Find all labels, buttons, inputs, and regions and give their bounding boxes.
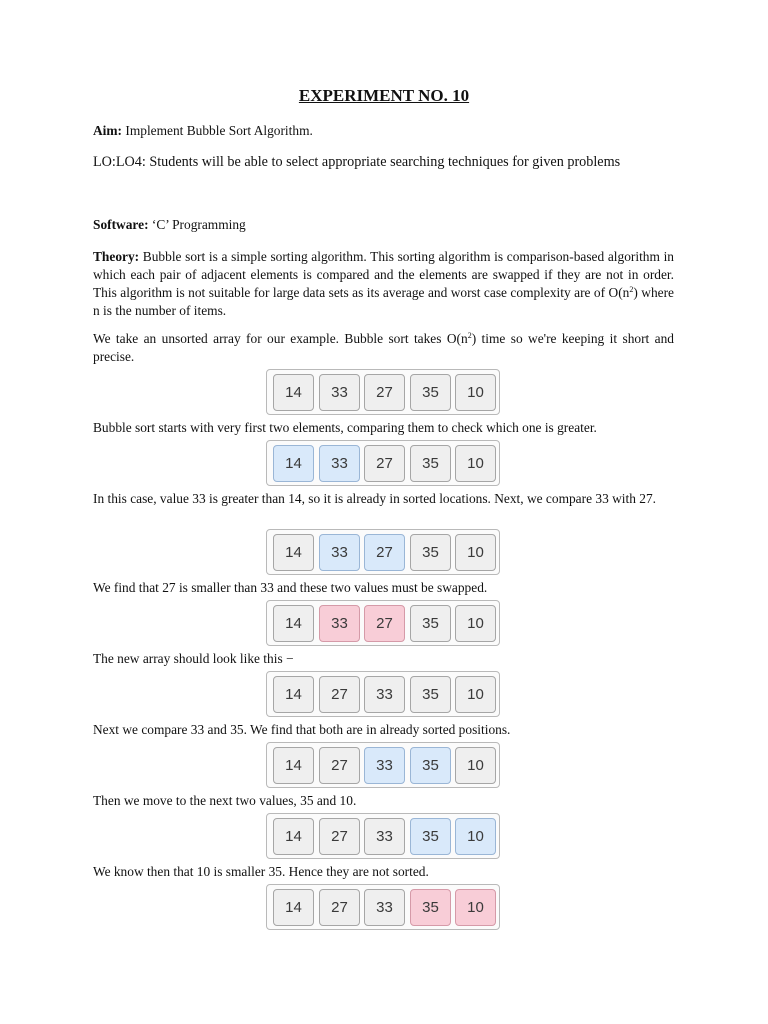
array-cell: 33 xyxy=(319,605,360,642)
step-caption: The new array should look like this − xyxy=(93,651,294,666)
array-cell: 27 xyxy=(319,747,360,784)
theory-text-a: Bubble sort is a simple sorting algorithm. This sorting algorithm is comparison-based algorithm in which each pair of adjacent elements is compared and the elements are swapped if they are not in order. This algorithm is not suitable for large data sets as its average and worst case complexity are of O(n xyxy=(93,249,674,300)
theory-paragraph xyxy=(93,248,674,320)
array-diagram xyxy=(266,440,500,486)
array-cell: 14 xyxy=(273,374,314,411)
array-cell: 27 xyxy=(364,605,405,642)
array-cell: 27 xyxy=(364,445,405,482)
array-cell: 27 xyxy=(319,818,360,855)
intro-exponent: 2 xyxy=(467,331,472,340)
array-cell: 14 xyxy=(273,889,314,926)
array-diagram xyxy=(266,369,500,415)
intro-paragraph xyxy=(93,330,674,366)
array-cell: 33 xyxy=(319,534,360,571)
theory-label: Theory: xyxy=(93,249,140,264)
page-title: EXPERIMENT NO. 10 xyxy=(298,86,470,105)
array-diagram xyxy=(266,671,500,717)
array-cell: 35 xyxy=(410,676,451,713)
step-caption: Bubble sort starts with very first two elements, comparing them to check which one is greater. xyxy=(93,420,597,435)
array-cell: 10 xyxy=(455,889,496,926)
array-cell: 10 xyxy=(455,534,496,571)
step-caption: Then we move to the next two values, 35 and 10. xyxy=(93,793,357,808)
software-line xyxy=(93,216,674,234)
array-cell: 10 xyxy=(455,676,496,713)
array-cell: 14 xyxy=(273,818,314,855)
array-cell: 35 xyxy=(410,747,451,784)
array-cell: 14 xyxy=(273,747,314,784)
aim-label: Aim: xyxy=(93,123,123,138)
array-cell: 33 xyxy=(364,676,405,713)
array-cell: 35 xyxy=(410,605,451,642)
array-cell: 35 xyxy=(410,534,451,571)
array-cell: 10 xyxy=(455,747,496,784)
software-label: Software: xyxy=(93,217,149,232)
step-caption: We find that 27 is smaller than 33 and these two values must be swapped. xyxy=(93,580,488,595)
array-cell: 33 xyxy=(319,374,360,411)
array-cell: 27 xyxy=(319,889,360,926)
array-cell: 35 xyxy=(410,889,451,926)
array-cell: 33 xyxy=(364,889,405,926)
array-cell: 27 xyxy=(364,534,405,571)
array-cell: 35 xyxy=(410,445,451,482)
theory-text-b: ) where n is the number of items. xyxy=(93,285,674,318)
array-diagram xyxy=(266,884,500,930)
array-cell: 14 xyxy=(273,445,314,482)
array-cell: 14 xyxy=(273,534,314,571)
array-cell: 33 xyxy=(364,818,405,855)
array-cell: 35 xyxy=(410,818,451,855)
step-caption: In this case, value 33 is greater than 14, so it is already in sorted locations. Next, we compare 33 with 27. xyxy=(93,491,657,506)
array-cell: 14 xyxy=(273,676,314,713)
array-diagram xyxy=(266,529,500,575)
array-cell: 33 xyxy=(319,445,360,482)
intro-text-a: We take an unsorted array for our example. Bubble sort takes O(n xyxy=(93,331,468,346)
array-cell: 10 xyxy=(455,818,496,855)
array-cell: 33 xyxy=(364,747,405,784)
array-cell: 27 xyxy=(364,374,405,411)
step-caption: Next we compare 33 and 35. We find that both are in already sorted positions. xyxy=(93,722,511,737)
array-cell: 10 xyxy=(455,605,496,642)
learning-outcome: LO:LO4: Students will be able to select appropriate searching techniques for given problems xyxy=(93,154,621,170)
step-caption: We know then that 10 is smaller 35. Hence they are not sorted. xyxy=(93,864,429,879)
array-diagram xyxy=(266,813,500,859)
array-cell: 10 xyxy=(455,445,496,482)
array-cell: 10 xyxy=(455,374,496,411)
array-diagram xyxy=(266,600,500,646)
array-cell: 27 xyxy=(319,676,360,713)
aim-line xyxy=(93,122,674,140)
aim-text: Implement Bubble Sort Algorithm. xyxy=(125,123,313,138)
software-text: ‘C’ Programming xyxy=(151,217,246,232)
array-cell: 35 xyxy=(410,374,451,411)
theory-exponent: 2 xyxy=(629,285,634,294)
array-cell: 14 xyxy=(273,605,314,642)
array-diagram xyxy=(266,742,500,788)
intro-text-b: ) time so we're keeping it short and precise. xyxy=(93,331,674,364)
